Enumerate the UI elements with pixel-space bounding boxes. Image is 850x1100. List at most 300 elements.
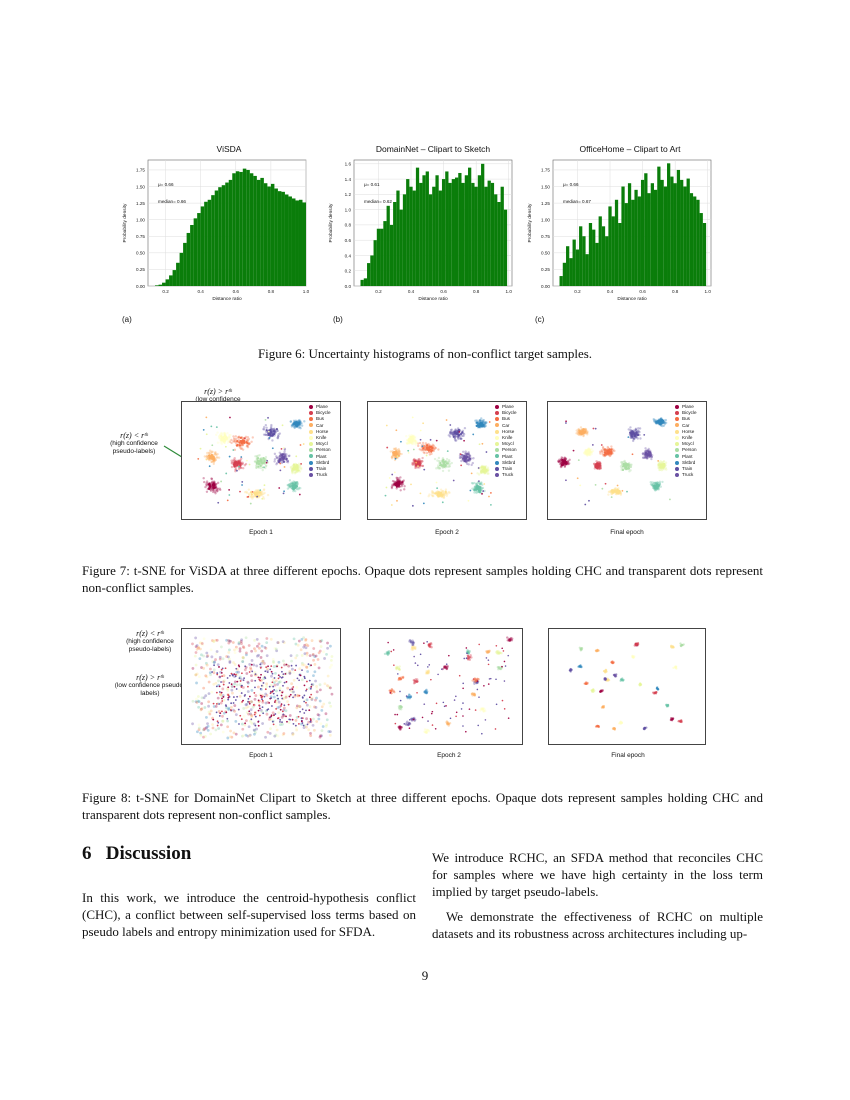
tsne-point xyxy=(275,648,278,651)
tsne-point xyxy=(235,713,238,716)
x-axis-label: Distance ratio xyxy=(617,297,647,302)
tsne-point xyxy=(454,432,456,434)
tsne-point xyxy=(393,691,395,693)
tsne-point xyxy=(484,466,486,468)
tsne-point xyxy=(664,421,666,423)
tsne-point xyxy=(275,708,277,710)
tsne-point xyxy=(270,675,273,678)
tsne-point xyxy=(235,674,237,676)
x-tick-label: 0.2 xyxy=(375,289,382,294)
tsne-point xyxy=(271,439,273,441)
tsne-point xyxy=(409,727,411,729)
tsne-point xyxy=(258,643,261,646)
tsne-point xyxy=(488,659,490,661)
tsne-point xyxy=(295,719,298,722)
x-tick-label: 0.4 xyxy=(407,289,415,294)
tsne-point xyxy=(312,674,315,677)
tsne-point xyxy=(267,708,269,710)
tsne-point xyxy=(291,482,293,484)
tsne-point xyxy=(217,722,219,724)
tsne-point xyxy=(462,457,464,459)
tsne-point xyxy=(445,705,447,707)
histogram-bar xyxy=(374,240,377,286)
x-tick-label: 1.0 xyxy=(505,289,512,294)
fig8-high-formula: r(z) < rᵗʰ xyxy=(136,629,164,638)
tsne-point xyxy=(248,438,250,440)
tsne-point xyxy=(646,453,648,455)
tsne-point xyxy=(587,451,589,453)
tsne-point xyxy=(233,696,235,698)
tsne-point xyxy=(400,700,402,702)
legend-label: Bus xyxy=(682,416,690,422)
tsne-point xyxy=(456,712,458,714)
tsne-point xyxy=(461,431,463,433)
tsne-point xyxy=(501,647,503,649)
tsne-point xyxy=(291,668,294,671)
legend-label: Sktbrd xyxy=(502,459,516,465)
tsne-point xyxy=(195,682,198,685)
tsne-point xyxy=(443,466,445,468)
panel-letter-b: (b) xyxy=(333,315,343,324)
histogram-bar xyxy=(187,233,191,286)
tsne-point xyxy=(266,429,268,431)
tsne-point xyxy=(663,460,665,462)
tsne-point xyxy=(393,448,395,450)
y-tick-label: 1.4 xyxy=(344,176,351,182)
tsne-point xyxy=(281,671,283,673)
tsne-point xyxy=(267,665,269,667)
tsne-point xyxy=(296,464,298,466)
tsne-point xyxy=(320,722,323,725)
tsne-point xyxy=(262,467,264,469)
tsne-point xyxy=(194,673,197,676)
tsne-point xyxy=(274,672,277,675)
tsne-point xyxy=(407,450,409,452)
tsne-point xyxy=(384,653,386,655)
tsne-point xyxy=(415,662,417,664)
legend-swatch xyxy=(495,411,499,415)
tsne-point xyxy=(257,492,259,494)
tsne-point xyxy=(445,488,447,490)
tsne-point xyxy=(624,465,626,467)
tsne-point xyxy=(244,722,246,724)
tsne-point xyxy=(279,452,281,454)
tsne-point xyxy=(401,485,403,487)
tsne-point xyxy=(277,735,280,738)
tsne-point xyxy=(253,692,255,694)
tsne-point xyxy=(198,700,201,703)
tsne-point xyxy=(331,693,334,696)
y-tick-label: 0.25 xyxy=(136,267,145,273)
tsne-point xyxy=(292,686,294,688)
tsne-point xyxy=(260,650,263,653)
tsne-point xyxy=(227,686,229,688)
tsne-point xyxy=(192,667,195,670)
tsne-point xyxy=(481,493,483,495)
tsne-point xyxy=(401,481,403,483)
tsne-point xyxy=(274,713,276,715)
histogram-bar xyxy=(484,187,487,286)
histogram-bar xyxy=(393,202,396,286)
tsne-point xyxy=(235,671,238,674)
tsne-point xyxy=(252,491,254,493)
tsne-point xyxy=(223,696,225,698)
histogram-bar xyxy=(478,175,481,286)
tsne-point xyxy=(477,689,479,691)
tsne-point xyxy=(227,677,229,679)
tsne-point xyxy=(236,444,238,446)
tsne-point xyxy=(247,446,249,448)
tsne-point xyxy=(420,653,422,655)
histogram-bar xyxy=(631,200,634,286)
histogram-bar xyxy=(406,179,409,286)
tsne-point xyxy=(309,696,311,698)
tsne-point xyxy=(246,681,249,684)
tsne-point xyxy=(442,470,444,472)
tsne-point xyxy=(259,715,261,717)
tsne-point xyxy=(298,667,301,670)
histogram-bar xyxy=(435,175,438,286)
tsne-point xyxy=(309,734,312,737)
tsne-point xyxy=(265,641,268,644)
tsne-point xyxy=(613,450,615,452)
tsne-point xyxy=(305,690,307,692)
tsne-point xyxy=(441,460,443,462)
tsne-point xyxy=(221,672,223,674)
tsne-point xyxy=(300,648,303,651)
tsne-point xyxy=(469,490,471,492)
tsne-point xyxy=(241,718,243,720)
tsne-point xyxy=(247,442,249,444)
tsne-point xyxy=(497,652,499,654)
y-tick-label: 1.0 xyxy=(344,207,351,213)
tsne-point xyxy=(197,695,200,698)
tsne-point xyxy=(238,466,240,468)
tsne-point xyxy=(502,700,504,702)
tsne-point xyxy=(293,637,296,640)
tsne-point xyxy=(591,451,593,453)
tsne-point xyxy=(400,441,402,443)
tsne-point xyxy=(264,646,267,649)
tsne-point xyxy=(215,434,217,436)
tsne-point xyxy=(245,719,248,722)
tsne-point xyxy=(391,484,393,486)
histogram-bar xyxy=(169,275,173,286)
tsne-point xyxy=(311,684,313,686)
tsne-point xyxy=(396,486,398,488)
tsne-point xyxy=(426,641,428,643)
tsne-point xyxy=(580,431,582,433)
tsne-point xyxy=(478,480,480,482)
legend-label: Bicycle xyxy=(682,410,697,416)
tsne-point xyxy=(316,690,319,693)
histogram-bar xyxy=(475,187,478,286)
tsne-point xyxy=(302,708,304,710)
tsne-point xyxy=(311,639,314,642)
y-tick-label: 1.2 xyxy=(344,192,351,198)
tsne-point xyxy=(228,648,231,651)
tsne-point xyxy=(651,484,653,486)
tsne-point xyxy=(290,682,293,685)
tsne-point xyxy=(631,433,633,435)
tsne-point xyxy=(208,452,210,454)
tsne-point xyxy=(230,709,232,711)
fig8-high-text: (high confidence pseudo-labels) xyxy=(126,638,174,653)
tsne-point xyxy=(444,460,446,462)
tsne-point xyxy=(259,489,261,491)
tsne-point xyxy=(312,659,315,662)
tsne-point xyxy=(448,655,450,657)
tsne-point xyxy=(444,706,446,708)
tsne-point xyxy=(325,653,328,656)
tsne-point xyxy=(265,464,267,466)
tsne-point xyxy=(291,665,293,667)
tsne-point xyxy=(471,692,473,694)
tsne-point xyxy=(306,681,308,683)
tsne-point xyxy=(476,678,478,680)
histogram-bar xyxy=(260,178,264,286)
tsne-point xyxy=(298,705,301,708)
tsne-point xyxy=(255,728,258,731)
tsne-point xyxy=(231,685,234,688)
median-label: median= 0.62 xyxy=(364,199,392,204)
tsne-point xyxy=(222,720,225,723)
histogram-bar xyxy=(687,179,690,286)
histogram-bar xyxy=(166,279,170,286)
tsne-point xyxy=(422,422,424,424)
tsne-point xyxy=(216,711,218,713)
tsne-point xyxy=(488,496,490,498)
tsne-point xyxy=(290,694,292,696)
legend-label: Horse xyxy=(502,428,515,434)
tsne-point xyxy=(249,671,251,673)
tsne-point xyxy=(429,644,431,646)
tsne-point xyxy=(319,700,322,703)
tsne-point xyxy=(327,675,330,678)
tsne-point xyxy=(473,678,475,680)
histogram-bar xyxy=(183,243,187,286)
tsne-point xyxy=(483,710,485,712)
tsne-point xyxy=(421,465,423,467)
tsne-point xyxy=(230,706,233,709)
tsne-point xyxy=(453,436,455,438)
tsne-point xyxy=(395,723,397,725)
legend-label: Bus xyxy=(316,416,324,422)
tsne-point xyxy=(251,671,253,673)
histogram-bar xyxy=(628,183,631,286)
histogram-bar xyxy=(680,180,683,286)
y-tick-label: 0.0 xyxy=(344,283,351,289)
tsne-point xyxy=(391,504,393,506)
tsne-point xyxy=(446,722,448,724)
tsne-point xyxy=(210,425,212,427)
tsne-point xyxy=(447,665,449,667)
tsne-point xyxy=(254,680,256,682)
tsne-point xyxy=(300,463,302,465)
tsne-point xyxy=(265,456,267,458)
tsne-point xyxy=(282,710,284,712)
tsne-domainnet-epoch-1 xyxy=(181,628,341,745)
tsne-point xyxy=(242,439,244,441)
histogram-bar xyxy=(380,229,383,286)
histogram-bar xyxy=(229,180,233,286)
tsne-point xyxy=(466,647,468,649)
tsne-point xyxy=(294,694,296,696)
tsne-point xyxy=(483,419,485,421)
histogram-bar xyxy=(159,285,163,286)
tsne-point xyxy=(489,421,491,423)
tsne-point xyxy=(420,449,422,451)
tsne-point xyxy=(285,709,288,712)
tsne-point xyxy=(279,469,281,471)
tsne-point xyxy=(269,437,271,439)
tsne-point xyxy=(298,716,300,718)
tsne-point xyxy=(248,698,250,700)
tsne-point xyxy=(201,642,204,645)
tsne-point xyxy=(236,440,238,442)
legend-swatch xyxy=(675,430,679,434)
tsne-point xyxy=(257,721,259,723)
legend-swatch xyxy=(495,423,499,427)
tsne-point xyxy=(311,698,314,701)
tsne-point xyxy=(208,454,210,456)
tsne-point xyxy=(400,453,402,455)
tsne-point xyxy=(221,711,223,713)
tsne-point xyxy=(487,472,489,474)
tsne-point xyxy=(213,483,215,485)
tsne-point xyxy=(305,702,307,704)
tsne-point xyxy=(216,431,218,433)
tsne-point xyxy=(249,464,251,466)
tsne-point xyxy=(488,664,490,666)
legend-swatch xyxy=(495,442,499,446)
tsne-point xyxy=(264,670,266,672)
tsne-point xyxy=(283,663,286,666)
legend-label: Plane xyxy=(502,404,514,409)
tsne-point xyxy=(662,420,664,422)
tsne-point xyxy=(608,491,610,493)
tsne-point xyxy=(610,490,612,492)
tsne-point xyxy=(208,681,211,684)
tsne-point xyxy=(301,720,303,722)
tsne-point xyxy=(248,644,251,647)
tsne-point xyxy=(449,424,451,426)
y-tick-label: 0.50 xyxy=(541,250,550,256)
tsne-point xyxy=(208,713,211,716)
histogram-bar xyxy=(667,163,670,286)
tsne-point xyxy=(283,704,285,706)
tsne-point xyxy=(276,457,278,459)
tsne-point xyxy=(215,653,218,656)
tsne-point xyxy=(417,458,419,460)
tsne-point xyxy=(454,438,456,440)
tsne-point xyxy=(662,468,664,470)
tsne-point xyxy=(303,652,306,655)
tsne-point xyxy=(248,710,250,712)
tsne-point xyxy=(428,664,430,666)
tsne-point xyxy=(238,689,241,692)
tsne-point xyxy=(646,457,648,459)
tsne-point xyxy=(432,711,434,713)
tsne-point xyxy=(483,483,485,485)
tsne-point xyxy=(272,673,274,675)
tsne-point xyxy=(445,491,447,493)
tsne-point xyxy=(417,445,419,447)
tsne-point xyxy=(301,717,303,719)
tsne-point xyxy=(565,422,567,424)
tsne-point xyxy=(391,457,393,459)
tsne-point xyxy=(412,505,414,507)
tsne-point xyxy=(665,419,667,421)
tsne-point xyxy=(302,722,304,724)
tsne-point xyxy=(302,636,305,639)
tsne-point xyxy=(462,725,464,727)
tsne-point xyxy=(266,462,268,464)
tsne-point xyxy=(442,501,444,503)
tsne-point xyxy=(287,665,290,668)
legend-label: Truck xyxy=(682,472,694,478)
tsne-point xyxy=(256,496,258,498)
histogram-bar xyxy=(190,225,194,286)
tsne-point xyxy=(478,467,480,469)
tsne-point xyxy=(435,728,437,730)
tsne-point xyxy=(263,682,265,684)
tsne-point xyxy=(584,504,586,506)
tsne-point xyxy=(280,709,282,711)
tsne-point xyxy=(462,683,464,685)
tsne-point xyxy=(221,432,223,434)
tsne-point xyxy=(260,667,262,669)
tsne-point xyxy=(446,495,448,497)
histogram-bar xyxy=(494,194,497,286)
y-tick-label: 0.75 xyxy=(541,234,550,240)
tsne-point xyxy=(217,697,220,700)
tsne-point xyxy=(629,426,631,428)
histogram-bar xyxy=(455,178,458,286)
tsne-point xyxy=(403,485,405,487)
histogram-bar xyxy=(573,240,576,286)
mean-label: μ= 0.66 xyxy=(563,182,579,187)
tsne-point xyxy=(208,692,211,695)
tsne-point xyxy=(331,655,334,658)
y-tick-label: 1.25 xyxy=(136,200,145,206)
y-tick-label: 1.50 xyxy=(541,184,550,190)
histogram-bar xyxy=(670,177,673,286)
tsne-point xyxy=(241,728,244,731)
tsne-point xyxy=(229,735,232,738)
tsne-point xyxy=(264,460,266,462)
tsne-point xyxy=(313,670,316,673)
tsne-point xyxy=(217,502,219,504)
tsne-point xyxy=(387,652,389,654)
tsne-point xyxy=(239,650,242,653)
tsne-point xyxy=(202,667,205,670)
tsne-point xyxy=(270,431,272,433)
legend-swatch xyxy=(675,473,679,477)
tsne-point xyxy=(269,668,271,670)
tsne-point xyxy=(272,711,275,714)
tsne-point xyxy=(480,420,482,422)
tsne-point xyxy=(423,469,425,471)
tsne-point xyxy=(270,429,272,431)
histogram-bar xyxy=(201,206,205,286)
tsne-point xyxy=(398,451,400,453)
tsne-point xyxy=(477,487,479,489)
tsne-point xyxy=(481,423,483,425)
tsne-point xyxy=(221,692,223,694)
tsne-point xyxy=(213,459,215,461)
y-tick-label: 1.50 xyxy=(136,184,145,190)
